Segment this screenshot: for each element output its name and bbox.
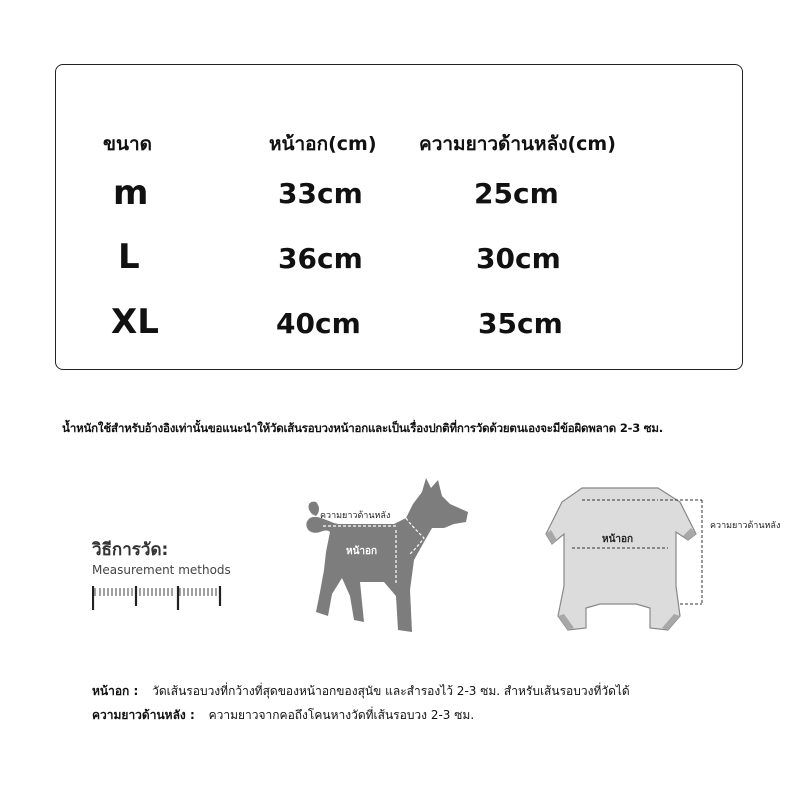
clothes-diagram bbox=[540, 482, 800, 637]
definition-back-length bbox=[92, 706, 474, 725]
size-name: m bbox=[113, 173, 149, 213]
chest-value: 36cm bbox=[278, 242, 363, 275]
definition-label: ความยาวด้านหลัง : bbox=[92, 708, 195, 722]
clothes-chest-label: หน้าอก bbox=[602, 534, 634, 545]
header-size: ขนาด bbox=[103, 133, 152, 155]
method-subtitle: Measurement methods bbox=[92, 563, 231, 577]
size-name: XL bbox=[111, 302, 159, 342]
definition-label: หน้าอก : bbox=[92, 684, 139, 698]
header-back-length: ความยาวด้านหลัง(cm) bbox=[419, 133, 616, 155]
back-value: 30cm bbox=[476, 242, 561, 275]
chest-value: 40cm bbox=[276, 307, 361, 340]
measurement-note: น้ำหนักใช้สำหรับอ้างอิงเท่านั้นขอแนะนำให้วัดเส้นรอบวงหน้าอกและเป็นเรื่องปกติที่การวัดด้วยตนเองจะมีข้อผิดพลาด 2-3 ซม. bbox=[62, 421, 663, 435]
chest-value: 33cm bbox=[278, 177, 363, 210]
definition-text: วัดเส้นรอบวงที่กว้างที่สุดของหน้าอกของสุนัข และสำรองไว้ 2-3 ซม. สำหรับเส้นรอบวงที่วัดได้ bbox=[152, 684, 630, 698]
dog-chest-label: หน้าอก bbox=[346, 546, 378, 557]
method-title: วิธีการวัด: bbox=[92, 540, 169, 560]
dog-back-label: ความยาวด้านหลัง bbox=[320, 511, 391, 521]
ruler-icon bbox=[92, 584, 222, 614]
clothes-back-label: ความยาวด้านหลัง bbox=[710, 521, 781, 531]
dog-tail-icon bbox=[309, 502, 319, 516]
definition-chest bbox=[92, 682, 630, 701]
size-name: L bbox=[118, 237, 140, 277]
dog-clothes-icon bbox=[546, 488, 696, 630]
back-value: 25cm bbox=[474, 177, 559, 210]
dog-silhouette-icon bbox=[306, 478, 468, 632]
back-value: 35cm bbox=[478, 307, 563, 340]
size-table bbox=[55, 64, 743, 370]
header-chest: หน้าอก(cm) bbox=[269, 133, 377, 155]
definition-text: ความยาวจากคอถึงโคนหางวัดที่เส้นรอบวง 2-3 ซม. bbox=[208, 708, 475, 722]
dog-diagram bbox=[298, 470, 478, 640]
